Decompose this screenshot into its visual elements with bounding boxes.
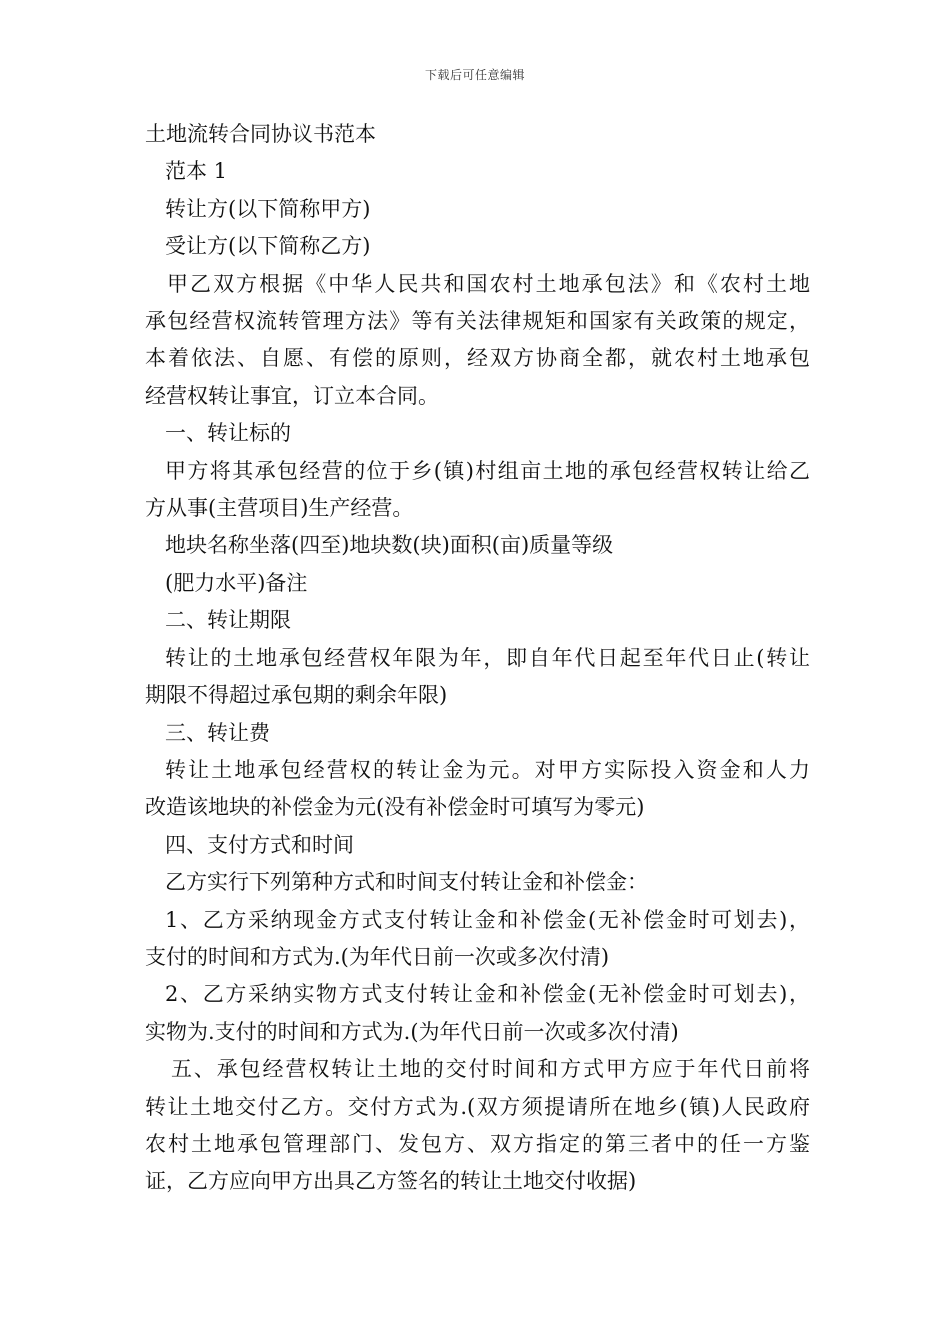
- paragraph-line: 改造该地块的补偿金为元(没有补偿金时可填写为零元): [145, 795, 645, 820]
- paragraph-line: 期限不得超过承包期的剩余年限): [145, 683, 448, 708]
- paragraph-line: 2、乙方采纳实物方式支付转让金和补偿金(无补偿金时可划去)，: [165, 982, 810, 1007]
- paragraph-line: 实物为.支付的时间和方式为.(为年代日前一次或多次付清): [145, 1019, 679, 1044]
- paragraph-line: 方从事(主营项目)生产经营。: [145, 496, 414, 521]
- paragraph-line: 承包经营权流转管理方法》等有关法律规矩和国家有关政策的规定，: [145, 309, 810, 334]
- section-heading: 三、转让费: [165, 720, 270, 745]
- section-label-sample-1: 范本 1: [165, 159, 228, 184]
- paragraph-line: 五、承包经营权转让土地的交付时间和方式甲方应于年代日前将: [171, 1057, 810, 1082]
- paragraph-line: 农村土地承包管理部门、发包方、双方指定的第三者中的任一方鉴: [145, 1131, 810, 1156]
- paragraph-line: 甲乙双方根据《中华人民共和国农村土地承包法》和《农村土地: [167, 271, 810, 296]
- section-heading: 一、转让标的: [165, 421, 291, 446]
- paragraph-line: 本着依法、自愿、有偿的原则，经双方协商全都，就农村土地承包: [145, 346, 810, 371]
- paragraph-line: 1、乙方采纳现金方式支付转让金和补偿金(无补偿金时可划去)，: [165, 907, 810, 932]
- paragraph-line: 支付的时间和方式为.(为年代日前一次或多次付清): [145, 944, 610, 969]
- document-body: [145, 116, 810, 1201]
- transferee-line: 受让方(以下简称乙方): [165, 234, 371, 259]
- paragraph-line: 转让的土地承包经营权年限为年，即自年代日起至年代日止(转让: [165, 645, 810, 670]
- transferor-line: 转让方(以下简称甲方): [165, 196, 371, 221]
- section-heading: 四、支付方式和时间: [165, 832, 354, 857]
- section-heading: 二、转让期限: [165, 608, 291, 633]
- paragraph-line: 转让土地交付乙方。交付方式为.(双方须提请所在地乡(镇)人民政府: [145, 1094, 810, 1119]
- paragraph-line: 证，乙方应向甲方出具乙方签名的转让土地交付收据): [145, 1169, 637, 1194]
- paragraph-line: 甲方将其承包经营的位于乡(镇)村组亩土地的承包经营权转让给乙: [165, 458, 810, 483]
- page-header-note: 下载后可任意编辑: [424, 68, 525, 82]
- document-title: 土地流转合同协议书范本: [145, 122, 376, 146]
- paragraph-line: 乙方实行下列第种方式和时间支付转让金和补偿金：: [165, 870, 648, 895]
- paragraph-line: 经营权转让事宜，订立本合同。: [145, 383, 439, 408]
- paragraph-line: 转让土地承包经营权的转让金为元。对甲方实际投入资金和人力: [165, 757, 810, 782]
- paragraph-line: 地块名称坐落(四至)地块数(块)面积(亩)质量等级: [165, 533, 614, 558]
- paragraph-line: (肥力水平)备注: [165, 570, 308, 595]
